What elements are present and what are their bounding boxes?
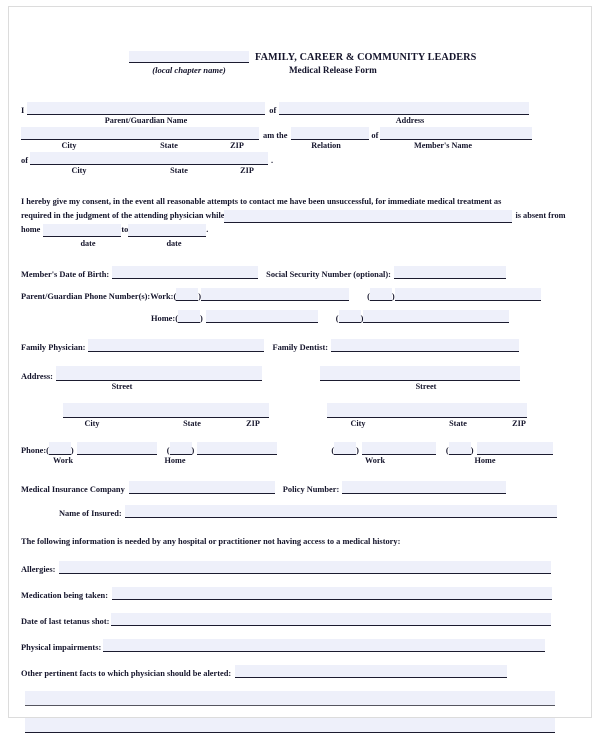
paren-close-6: ) [191,446,195,455]
dentist-city-state-zip-field[interactable] [327,403,527,418]
provider-csz-captions [21,419,569,428]
declaration-block [21,102,569,175]
caption-provider-state-2: State [449,419,467,428]
caption-city-1: City [61,141,77,150]
i-label: I [21,106,25,115]
paren-open-8: ( [445,446,449,455]
other-facts-continuation-field-1[interactable] [25,691,555,706]
paren-close-2: ) [391,292,395,301]
caption-relation: Relation [311,141,341,150]
consent-line-2-suffix: is absent from [515,211,566,220]
caption-parent-guardian-name: Parent/Guardian Name [104,116,188,125]
dob-ssn-row [21,266,569,279]
paren-close-8: ) [470,446,474,455]
parent-home-phone-row [21,310,569,323]
caption-street-2: Street [415,382,437,391]
parent-home-alt-phone-field[interactable] [360,310,509,323]
dob-label: Member's Date of Birth: [21,270,110,279]
declaration-line-2 [21,127,569,140]
other-facts-continuation-row-2 [21,718,569,733]
paren-open-4: ( [335,314,339,323]
absence-start-date-field[interactable] [43,224,121,237]
parent-work-phone-row [21,288,569,301]
caption-provider-zip-2: ZIP [512,419,526,428]
paren-close-5: ) [70,446,74,455]
dentist-work-phone-field[interactable] [362,442,436,455]
tetanus-field[interactable] [111,613,551,626]
history-intro-text: The following information is needed by any hospital or practitioner not having access to a medical history: [21,537,401,546]
caption-provider-city-1: City [84,419,100,428]
other-facts-continuation-field-2[interactable] [25,718,555,733]
declaration-captions-3 [21,166,569,175]
parent-phone-home-label: Home: [151,314,176,323]
provider-street-row [21,366,569,381]
paren-close-7: ) [356,446,359,455]
consent-paragraph [21,196,569,250]
ssn-field[interactable] [394,266,506,279]
declaration-line-1 [21,102,569,115]
declaration-line-3 [21,152,569,165]
provider-street-captions [21,382,569,391]
physician-home-phone-field[interactable] [197,442,277,455]
chapter-name-field[interactable] [129,51,249,63]
insured-name-field[interactable] [125,505,557,518]
form-page [8,6,592,718]
ssn-label: Social Security Number (optional): [266,270,391,279]
chapter-name-caption: (local chapter name) [152,65,226,75]
dentist-home-areacode-field[interactable] [449,442,471,455]
medication-row [21,587,569,600]
policy-number-label: Policy Number: [282,485,340,494]
caption-provider-state-1: State [183,419,201,428]
medication-field[interactable] [112,587,552,600]
caption-work-1: Work [52,456,74,465]
paren-open-2: ( [367,292,370,301]
paren-open-3: ( [175,314,178,323]
allergies-label: Allergies: [21,565,56,574]
declaration-captions-2 [21,141,569,150]
caption-provider-zip-1: ZIP [246,419,260,428]
paren-close-4: ) [360,314,364,323]
insured-name-row [21,505,569,518]
dentist-home-phone-field[interactable] [477,442,553,455]
history-intro [21,537,569,546]
consent-line-2-prefix: required in the judgment of the attending physician while [21,211,225,220]
parent-home-areacode-field[interactable] [178,310,200,323]
form-header [21,51,569,75]
parent-work-alt-areacode-field[interactable] [370,288,392,301]
parent-home-phone-field[interactable] [206,310,318,323]
allergies-row [21,561,569,574]
am-the-label: am the [263,131,288,140]
of-label-2: of [371,131,379,140]
paren-close-3: ) [199,314,203,323]
paren-open-6: ( [166,446,170,455]
other-facts-row [21,665,569,678]
parent-home-alt-areacode-field[interactable] [339,310,361,323]
dentist-work-areacode-field[interactable] [334,442,356,455]
of-label-1: of [269,106,277,115]
parent-city-state-zip-field[interactable] [21,127,259,140]
paren-open-7: ( [331,446,335,455]
other-facts-label: Other pertinent facts to which physician should be alerted: [21,669,232,678]
insurance-row [21,481,569,494]
of-label-3: of [21,156,28,165]
impairments-row [21,639,569,652]
physician-work-areacode-field[interactable] [49,442,71,455]
parent-work-phone-field[interactable] [201,288,349,301]
relation-field[interactable] [291,127,369,140]
impairments-field[interactable] [103,639,545,652]
caption-work-2: Work [364,456,386,465]
family-dentist-label: Family Dentist: [272,343,329,352]
period-mark: . [270,156,274,165]
tetanus-row [21,613,569,626]
insurance-company-field[interactable] [129,481,275,494]
other-facts-field[interactable] [235,665,507,678]
family-dentist-field[interactable] [331,339,519,352]
parent-phone-work-label: Parent/Guardian Phone Number(s):Work: [21,292,174,301]
address-label: Address: [21,372,53,381]
caption-home-2: Home [474,456,496,465]
caption-street-1: Street [111,382,133,391]
caption-zip-1: ZIP [230,141,244,150]
consent-line-1: I hereby give my consent, in the event all reasonable attempts to contact me have been unsuccessful, for immediate medical treatment as [21,197,502,206]
family-physician-label: Family Physician: [21,343,86,352]
member-name-field[interactable] [380,127,532,140]
policy-number-field[interactable] [342,481,506,494]
caption-city-2: City [71,166,87,175]
caption-date-1: date [80,238,96,248]
caption-home-1: Home [164,456,186,465]
insurance-company-label: Medical Insurance Company [21,485,125,494]
dentist-street-field[interactable] [320,366,520,381]
caption-date-2: date [166,238,182,248]
physician-dentist-row [21,339,569,352]
parent-work-areacode-field[interactable] [176,288,198,301]
organization-title: FAMILY, CAREER & COMMUNITY LEADERS [255,52,477,63]
caption-member-name: Member's Name [414,141,472,150]
insured-name-label: Name of Insured: [59,509,122,518]
caption-address: Address [395,116,425,125]
consent-to-label: to [121,225,129,234]
parent-work-alt-phone-field[interactable] [395,288,541,301]
paren-open-5: ( [46,446,49,455]
declaration-captions-1 [21,116,569,125]
absence-person-field[interactable] [224,210,512,223]
caption-state-2: State [170,166,188,175]
caption-state-1: State [160,141,178,150]
tetanus-label: Date of last tetanus shot: [21,617,110,626]
provider-phone-captions [21,456,569,465]
caption-zip-2: ZIP [240,166,254,175]
paren-close-1: ) [198,292,202,301]
medication-label: Medication being taken: [21,591,109,600]
provider-csz-row [21,403,569,418]
impairments-label: Physical impairments: [21,643,102,652]
provider-phone-label: Phone: [21,446,47,455]
absence-end-date-field[interactable] [128,224,209,237]
address-field[interactable] [279,102,529,115]
form-title: Medical Release Form [289,65,377,75]
dob-field[interactable] [112,266,258,279]
provider-phone-row [21,442,569,455]
physician-work-phone-field[interactable] [77,442,157,455]
consent-line-3-end: . [206,225,209,234]
consent-line-3-prefix: home [21,225,41,234]
physician-city-state-zip-field[interactable] [63,403,269,418]
physician-home-areacode-field[interactable] [170,442,192,455]
family-physician-field[interactable] [88,339,264,352]
parent-guardian-name-field[interactable] [27,102,265,115]
member-city-state-zip-field[interactable] [30,152,268,165]
paren-open-1: ( [173,292,177,301]
allergies-field[interactable] [59,561,551,574]
other-facts-continuation-row-1 [21,691,569,706]
physician-street-field[interactable] [56,366,262,381]
caption-provider-city-2: City [350,419,366,428]
